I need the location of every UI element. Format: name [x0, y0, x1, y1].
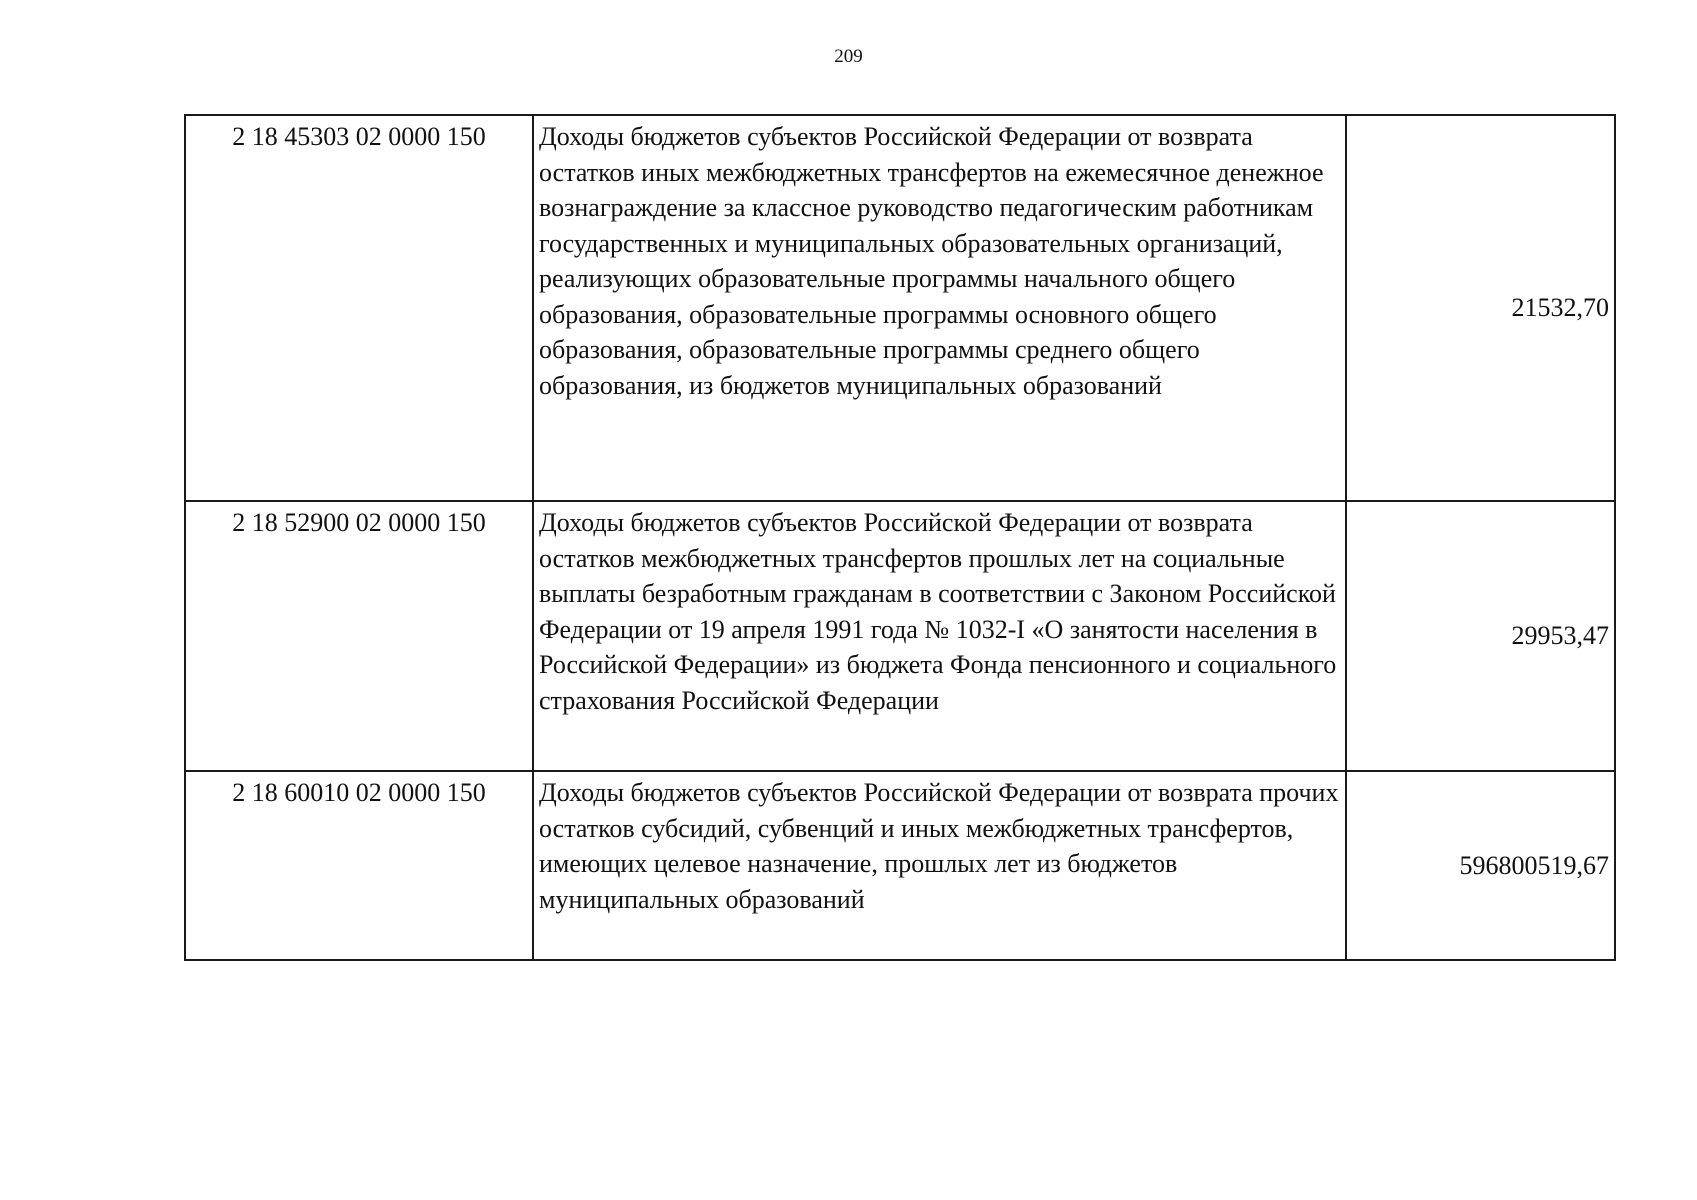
amount-cell: 21532,70: [1346, 115, 1615, 501]
description-cell: Доходы бюджетов субъектов Российской Федерации от возврата остатков межбюджетных трансфертов прошлых лет на социальные выплаты безработным гражданам в соответствии с Законом Российской Федерации от 19 апреля 1991 года № 1032-I «О занятости населения в Российской Федерации» из бюджета Фонда пенсионного и социального страхования Российской Федерации: [533, 501, 1346, 771]
table-row: [185, 771, 1615, 960]
revenue-table: [184, 114, 1616, 961]
budget-code-cell: 2 18 52900 02 0000 150: [185, 501, 533, 771]
table-row: [185, 115, 1615, 501]
table-row: [185, 501, 1615, 771]
page-number: 209: [834, 46, 863, 67]
description-cell: Доходы бюджетов субъектов Российской Федерации от возврата остатков иных межбюджетных трансфертов на ежемесячное денежное вознаграждение за классное руководство педагогическим работникам государственных и муниципальных образовательных организаций, реализующих образовательные программы начального общего образования, образовательные программы основного общего образования, образовательные программы среднего общего образования, из бюджетов муниципальных образований: [533, 115, 1346, 501]
budget-code-cell: 2 18 45303 02 0000 150: [185, 115, 533, 501]
description-cell: Доходы бюджетов субъектов Российской Федерации от возврата прочих остатков субсидий, субвенций и иных межбюджетных трансфертов, имеющих целевое назначение, прошлых лет из бюджетов муниципальных образований: [533, 771, 1346, 960]
amount-cell: 596800519,67: [1346, 771, 1615, 960]
amount-cell: 29953,47: [1346, 501, 1615, 771]
budget-code-cell: 2 18 60010 02 0000 150: [185, 771, 533, 960]
